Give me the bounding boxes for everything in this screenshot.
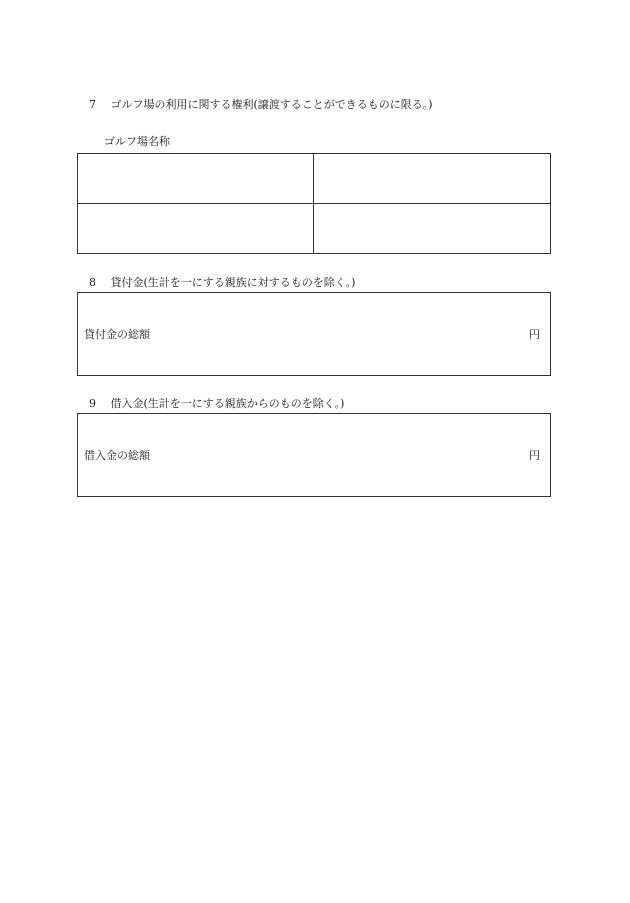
section-7-title: ゴルフ場の利用に関する権利(譲渡することができるものに限る。) bbox=[110, 98, 433, 111]
loan-receivable-total-label: 貸付金の総額 bbox=[84, 328, 150, 341]
borrowings-box[interactable] bbox=[77, 413, 551, 497]
golf-course-name-label: ゴルフ場名称 bbox=[104, 135, 170, 148]
borrowings-total-label: 借入金の総額 bbox=[84, 449, 150, 462]
golf-course-cell-3[interactable] bbox=[78, 204, 314, 254]
section-7-number: 7 bbox=[89, 98, 96, 111]
section-8-title: 貸付金(生計を一にする親族に対するものを除く。) bbox=[110, 276, 356, 289]
golf-course-cell-2[interactable] bbox=[314, 154, 550, 204]
section-8-heading bbox=[89, 276, 355, 290]
section-7-heading bbox=[89, 98, 433, 112]
golf-course-cell-1[interactable] bbox=[78, 154, 314, 204]
loan-receivable-box[interactable] bbox=[77, 292, 551, 376]
borrowings-unit: 円 bbox=[529, 449, 540, 462]
golf-course-cell-4[interactable] bbox=[314, 204, 550, 254]
section-9-heading bbox=[89, 397, 344, 411]
loan-receivable-unit: 円 bbox=[529, 328, 540, 341]
golf-course-table bbox=[77, 153, 551, 254]
section-9-title: 借入金(生計を一にする親族からのものを除く。) bbox=[110, 397, 345, 410]
section-9-number: 9 bbox=[89, 397, 96, 410]
section-8-number: 8 bbox=[89, 276, 96, 289]
